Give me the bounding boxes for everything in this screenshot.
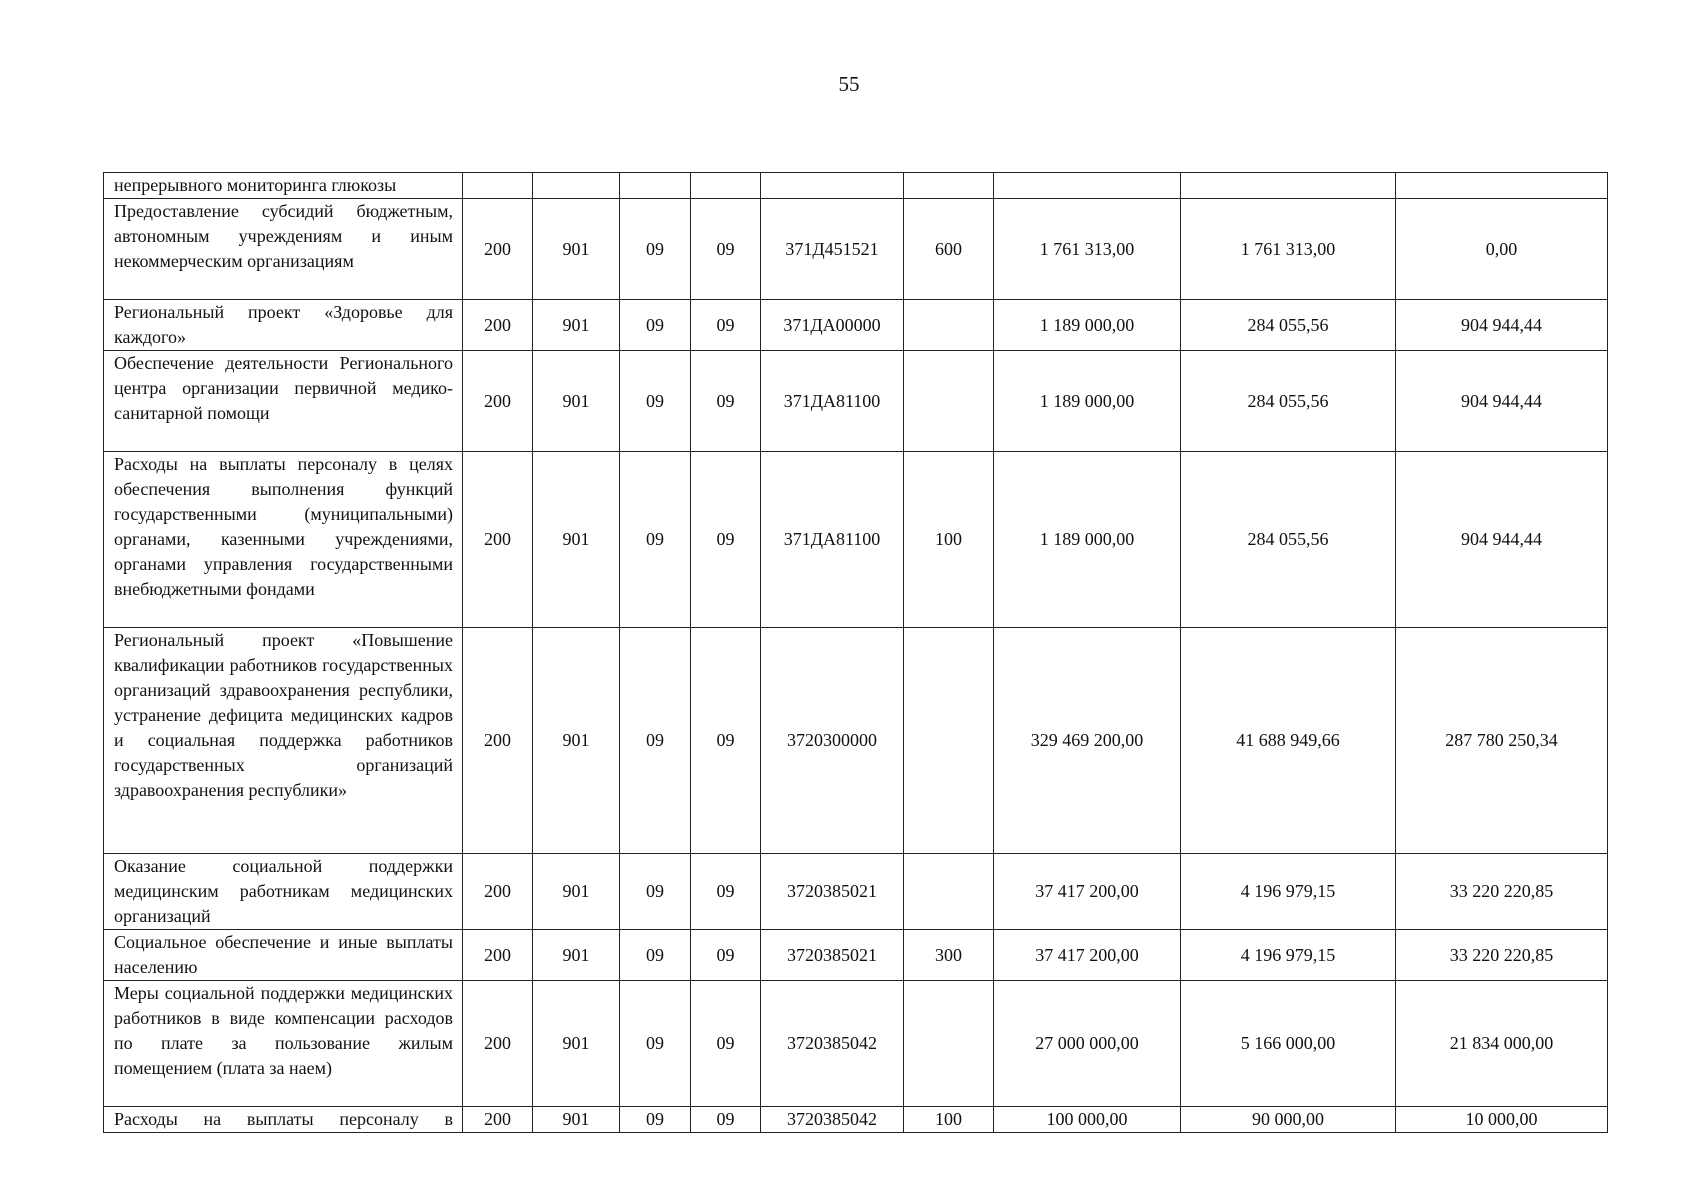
cell-code-4: 09 xyxy=(691,199,761,300)
table-row xyxy=(104,199,1608,300)
cell-target-code: 3720385021 xyxy=(761,930,904,981)
page-number: 55 xyxy=(838,72,860,96)
row-name: Региональный проект «Здоровье для каждого» xyxy=(104,300,463,351)
cell-code-1: 200 xyxy=(463,628,533,854)
cell-code-2: 901 xyxy=(533,930,620,981)
cell-expense-type: 100 xyxy=(904,452,994,628)
cell-code-2: 901 xyxy=(533,300,620,351)
cell-code-3: 09 xyxy=(620,930,691,981)
cell-code-4: 09 xyxy=(691,300,761,351)
cell-code-1: 200 xyxy=(463,300,533,351)
cell-code-1: 200 xyxy=(463,981,533,1107)
cell-code-1 xyxy=(463,173,533,199)
cell-expense-type xyxy=(904,981,994,1107)
cell-amount-2: 284 055,56 xyxy=(1181,452,1396,628)
cell-target-code: 3720385042 xyxy=(761,1107,904,1133)
cell-code-4: 09 xyxy=(691,981,761,1107)
cell-amount-3: 10 000,00 xyxy=(1396,1107,1608,1133)
cell-target-code xyxy=(761,173,904,199)
cell-amount-3: 904 944,44 xyxy=(1396,351,1608,452)
cell-code-2 xyxy=(533,173,620,199)
cell-amount-2: 1 761 313,00 xyxy=(1181,199,1396,300)
cell-target-code: 371ДА00000 xyxy=(761,300,904,351)
cell-amount-2: 4 196 979,15 xyxy=(1181,854,1396,930)
cell-code-3: 09 xyxy=(620,1107,691,1133)
cell-target-code: 371ДА81100 xyxy=(761,452,904,628)
row-name: Региональный проект «Повышение квалификации работников государственных организаций здравоохранения республики, устранение дефицита медицинских кадров и социальная поддержка работников государственных организаций здравоохранения республики» xyxy=(104,628,463,854)
cell-expense-type xyxy=(904,173,994,199)
table-row xyxy=(104,300,1608,351)
cell-code-3: 09 xyxy=(620,854,691,930)
cell-code-2: 901 xyxy=(533,199,620,300)
cell-amount-3: 33 220 220,85 xyxy=(1396,930,1608,981)
cell-code-1: 200 xyxy=(463,854,533,930)
cell-amount-2: 284 055,56 xyxy=(1181,351,1396,452)
cell-code-3: 09 xyxy=(620,981,691,1107)
cell-code-3: 09 xyxy=(620,300,691,351)
table-row xyxy=(104,628,1608,854)
cell-target-code: 3720385042 xyxy=(761,981,904,1107)
cell-code-1: 200 xyxy=(463,930,533,981)
cell-expense-type xyxy=(904,351,994,452)
cell-expense-type xyxy=(904,628,994,854)
cell-code-3 xyxy=(620,173,691,199)
cell-code-4: 09 xyxy=(691,1107,761,1133)
cell-expense-type: 300 xyxy=(904,930,994,981)
cell-target-code: 3720300000 xyxy=(761,628,904,854)
table-row xyxy=(104,351,1608,452)
table-row xyxy=(104,854,1608,930)
cell-target-code: 3720385021 xyxy=(761,854,904,930)
cell-code-4: 09 xyxy=(691,628,761,854)
row-name: Меры социальной поддержки медицинских работников в виде компенсации расходов по плате за пользование жилым помещением (плата за наем) xyxy=(104,981,463,1107)
table-row xyxy=(104,930,1608,981)
cell-code-2: 901 xyxy=(533,628,620,854)
cell-amount-3: 33 220 220,85 xyxy=(1396,854,1608,930)
cell-amount-1: 100 000,00 xyxy=(994,1107,1181,1133)
cell-code-4: 09 xyxy=(691,452,761,628)
row-name: Оказание социальной поддержки медицинским работникам медицинских организаций xyxy=(104,854,463,930)
cell-code-2: 901 xyxy=(533,351,620,452)
row-name: Расходы на выплаты персоналу в целях обеспечения выполнения функций государственными (муниципальными) органами, казенными учреждениями, органами управления государственными внебюджетными фондами xyxy=(104,452,463,628)
cell-code-3: 09 xyxy=(620,628,691,854)
cell-amount-1: 329 469 200,00 xyxy=(994,628,1181,854)
cell-code-4: 09 xyxy=(691,854,761,930)
cell-code-3: 09 xyxy=(620,351,691,452)
cell-code-4: 09 xyxy=(691,351,761,452)
table-row xyxy=(104,1107,1608,1133)
row-name: Обеспечение деятельности Регионального центра организации первичной медико-санитарной помощи xyxy=(104,351,463,452)
cell-code-2: 901 xyxy=(533,981,620,1107)
cell-amount-1: 1 189 000,00 xyxy=(994,300,1181,351)
cell-target-code: 371ДА81100 xyxy=(761,351,904,452)
table-row xyxy=(104,452,1608,628)
cell-amount-3 xyxy=(1396,173,1608,199)
cell-code-4: 09 xyxy=(691,930,761,981)
cell-code-2: 901 xyxy=(533,452,620,628)
cell-expense-type xyxy=(904,854,994,930)
cell-amount-3: 904 944,44 xyxy=(1396,452,1608,628)
cell-amount-1: 1 761 313,00 xyxy=(994,199,1181,300)
cell-code-3: 09 xyxy=(620,452,691,628)
cell-code-1: 200 xyxy=(463,351,533,452)
row-name: непрерывного мониторинга глюкозы xyxy=(104,173,463,199)
cell-amount-3: 0,00 xyxy=(1396,199,1608,300)
row-name: Социальное обеспечение и иные выплаты населению xyxy=(104,930,463,981)
cell-expense-type: 600 xyxy=(904,199,994,300)
table-row xyxy=(104,981,1608,1107)
cell-code-1: 200 xyxy=(463,199,533,300)
cell-code-1: 200 xyxy=(463,1107,533,1133)
cell-amount-1: 1 189 000,00 xyxy=(994,351,1181,452)
cell-amount-1 xyxy=(994,173,1181,199)
cell-code-2: 901 xyxy=(533,1107,620,1133)
cell-expense-type xyxy=(904,300,994,351)
cell-amount-3: 287 780 250,34 xyxy=(1396,628,1608,854)
cell-amount-1: 37 417 200,00 xyxy=(994,930,1181,981)
cell-code-4 xyxy=(691,173,761,199)
cell-code-3: 09 xyxy=(620,199,691,300)
budget-table xyxy=(103,172,1608,1133)
cell-amount-2: 90 000,00 xyxy=(1181,1107,1396,1133)
table-row xyxy=(104,173,1608,199)
cell-amount-3: 904 944,44 xyxy=(1396,300,1608,351)
cell-amount-1: 37 417 200,00 xyxy=(994,854,1181,930)
cell-amount-2: 4 196 979,15 xyxy=(1181,930,1396,981)
cell-amount-2: 284 055,56 xyxy=(1181,300,1396,351)
cell-amount-2 xyxy=(1181,173,1396,199)
cell-target-code: 371Д451521 xyxy=(761,199,904,300)
cell-code-1: 200 xyxy=(463,452,533,628)
cell-amount-1: 27 000 000,00 xyxy=(994,981,1181,1107)
cell-code-2: 901 xyxy=(533,854,620,930)
row-name: Расходы на выплаты персоналу в xyxy=(104,1107,463,1133)
cell-amount-3: 21 834 000,00 xyxy=(1396,981,1608,1107)
row-name: Предоставление субсидий бюджетным, автономным учреждениям и иным некоммерческим организациям xyxy=(104,199,463,300)
cell-expense-type: 100 xyxy=(904,1107,994,1133)
cell-amount-1: 1 189 000,00 xyxy=(994,452,1181,628)
cell-amount-2: 41 688 949,66 xyxy=(1181,628,1396,854)
cell-amount-2: 5 166 000,00 xyxy=(1181,981,1396,1107)
